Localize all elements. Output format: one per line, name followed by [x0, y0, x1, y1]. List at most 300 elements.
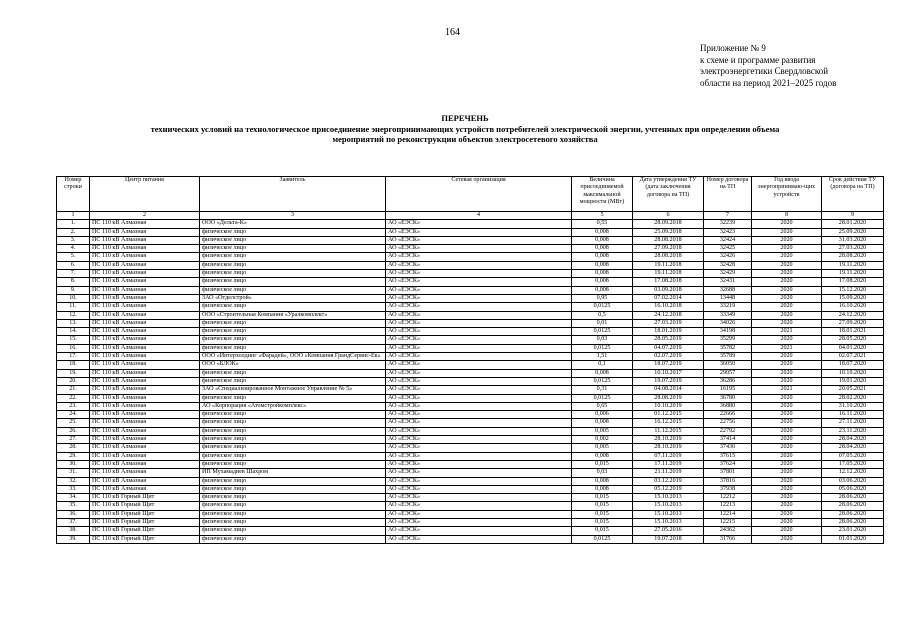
- column-number-row: [57, 212, 884, 220]
- table-cell: 15.10.2013: [633, 502, 704, 510]
- title-heading: ПЕРЕЧЕНЬ: [441, 113, 489, 123]
- table-cell: 9.: [57, 286, 90, 294]
- table-cell: физическое лицо: [200, 411, 386, 419]
- table-cell: 2020: [752, 261, 822, 269]
- table-cell: ПС 110 кВ Алмазная: [90, 452, 200, 460]
- table-cell: 2020: [752, 502, 822, 510]
- table-cell: 27.: [57, 436, 90, 444]
- table-cell: АО «ЕЭСК»: [386, 444, 572, 452]
- table-cell: 23.11.2020: [822, 427, 884, 435]
- table-row: [57, 510, 884, 518]
- table-cell: 0,03: [572, 469, 633, 477]
- table-cell: 32431: [704, 278, 752, 286]
- table-cell: 26.: [57, 427, 90, 435]
- appendix-line: области на период 2021–2025 годов: [700, 77, 837, 88]
- table-row: [57, 485, 884, 493]
- table-cell: 36.: [57, 510, 90, 518]
- table-cell: 0,0125: [572, 328, 633, 336]
- table-cell: 16.12.2015: [633, 419, 704, 427]
- table-cell: 28.04.2020: [822, 436, 884, 444]
- table-cell: 2020: [752, 460, 822, 468]
- table-cell: 02.07.2019: [633, 353, 704, 361]
- table-cell: 28.09.2018: [633, 220, 704, 228]
- table-cell: 30.: [57, 460, 90, 468]
- table-cell: 0,006: [572, 411, 633, 419]
- table-cell: 34198: [704, 328, 752, 336]
- table-cell: ПС 110 кВ Алмазная: [90, 485, 200, 493]
- table-cell: 32.: [57, 477, 90, 485]
- table-cell: 07.11.2019: [633, 452, 704, 460]
- column-number: 8: [752, 212, 822, 220]
- table-cell: АО «ЕЭСК»: [386, 502, 572, 510]
- table-cell: 32428: [704, 261, 752, 269]
- table-cell: АО «ЕЭСК»: [386, 361, 572, 369]
- table-cell: 29.: [57, 452, 90, 460]
- table-cell: 0,008: [572, 452, 633, 460]
- table-cell: АО «ЕЭСК»: [386, 369, 572, 377]
- table-cell: 16.10.2018: [633, 303, 704, 311]
- table-cell: ЗАО «Отделстрой»: [200, 294, 386, 302]
- table-cell: 11.: [57, 303, 90, 311]
- table-cell: физическое лицо: [200, 452, 386, 460]
- page-number: 164: [445, 27, 460, 38]
- table-cell: 2020: [752, 311, 822, 319]
- table-cell: АО «ЕЭСК»: [386, 518, 572, 526]
- table-cell: 0,008: [572, 245, 633, 253]
- table-cell: 04.07.2019: [633, 344, 704, 352]
- table-cell: 37624: [704, 460, 752, 468]
- table-cell: 36286: [704, 377, 752, 385]
- table-cell: АО «ЕЭСК»: [386, 510, 572, 518]
- table-cell: АО «ЕЭСК»: [386, 328, 572, 336]
- table-cell: ПС 110 кВ Алмазная: [90, 460, 200, 468]
- table-cell: 32429: [704, 270, 752, 278]
- table-cell: 12213: [704, 502, 752, 510]
- table-cell: ПС 110 кВ Алмазная: [90, 311, 200, 319]
- table-cell: физическое лицо: [200, 477, 386, 485]
- table-cell: АО «ЕЭСК»: [386, 270, 572, 278]
- table-cell: 19.07.2019: [633, 377, 704, 385]
- table-cell: 2020: [752, 220, 822, 228]
- table-cell: физическое лицо: [200, 394, 386, 402]
- table-cell: 28.08.2020: [822, 253, 884, 261]
- table-cell: ПС 110 кВ Алмазная: [90, 319, 200, 327]
- table-cell: АО «ЕЭСК»: [386, 353, 572, 361]
- table-cell: 35782: [704, 344, 752, 352]
- table-cell: АО «ЕЭСК»: [386, 494, 572, 502]
- table-cell: 19.: [57, 369, 90, 377]
- table-cell: 16.10.2020: [822, 303, 884, 311]
- table-cell: 35789: [704, 353, 752, 361]
- table-cell: АО «Корпорация «Атомстройкомплекс»: [200, 402, 386, 410]
- table-cell: 2020: [752, 319, 822, 327]
- table-cell: 02.07.2021: [822, 353, 884, 361]
- table-cell: 03.12.2019: [633, 477, 704, 485]
- table-row: [57, 377, 884, 385]
- table-cell: 28.06.2020: [822, 510, 884, 518]
- column-number: 1: [57, 212, 90, 220]
- table-cell: 0,015: [572, 527, 633, 535]
- table-cell: физическое лицо: [200, 328, 386, 336]
- table-cell: АО «ЕЭСК»: [386, 469, 572, 477]
- column-number: 6: [633, 212, 704, 220]
- table-cell: физическое лицо: [200, 336, 386, 344]
- table-cell: ПС 110 кВ Горный Щит: [90, 535, 200, 543]
- table-cell: 2020: [752, 270, 822, 278]
- table-row: [57, 444, 884, 452]
- table-cell: 16195: [704, 386, 752, 394]
- table-cell: ПС 110 кВ Алмазная: [90, 427, 200, 435]
- table-cell: физическое лицо: [200, 369, 386, 377]
- table-cell: физическое лицо: [200, 527, 386, 535]
- table-cell: 0,005: [572, 444, 633, 452]
- table-row: [57, 319, 884, 327]
- table-cell: 34.: [57, 494, 90, 502]
- table-cell: АО «ЕЭСК»: [386, 527, 572, 535]
- table-cell: АО «ЕЭСК»: [386, 485, 572, 493]
- table-cell: 28.10.2019: [633, 444, 704, 452]
- table-cell: 12.: [57, 311, 90, 319]
- table-cell: АО «ЕЭСК»: [386, 419, 572, 427]
- table-cell: 01.01.2020: [822, 535, 884, 543]
- table-row: [57, 518, 884, 526]
- table-cell: 37801: [704, 469, 752, 477]
- table-cell: 28.05.2020: [822, 336, 884, 344]
- table-cell: ПС 110 кВ Алмазная: [90, 270, 200, 278]
- table-row: [57, 402, 884, 410]
- table-cell: физическое лицо: [200, 377, 386, 385]
- table-cell: 19.07.2018: [633, 535, 704, 543]
- table-cell: 18.07.2019: [633, 361, 704, 369]
- table-cell: 25.09.2018: [633, 228, 704, 236]
- table-cell: ПС 110 кВ Алмазная: [90, 286, 200, 294]
- table-row: [57, 245, 884, 253]
- table-cell: 32425: [704, 245, 752, 253]
- table-cell: 35299: [704, 336, 752, 344]
- table-cell: 1.: [57, 220, 90, 228]
- table-row: [57, 220, 884, 228]
- column-header: Величина присоединяемой максимальной мощности (МВт): [572, 177, 633, 212]
- table-cell: 0,008: [572, 286, 633, 294]
- table-cell: 2020: [752, 510, 822, 518]
- table-cell: 2020: [752, 253, 822, 261]
- table-cell: ПС 110 кВ Алмазная: [90, 344, 200, 352]
- table-cell: 27.05.2016: [633, 527, 704, 535]
- table-cell: 19.11.2020: [822, 261, 884, 269]
- table-cell: ПС 110 кВ Алмазная: [90, 361, 200, 369]
- table-cell: 15.10.2013: [633, 494, 704, 502]
- table-cell: 2020: [752, 236, 822, 244]
- table-cell: 27.03.2020: [822, 245, 884, 253]
- table-cell: 2020: [752, 369, 822, 377]
- table-row: [57, 311, 884, 319]
- table-cell: 17.08.2018: [633, 278, 704, 286]
- table-row: [57, 286, 884, 294]
- table-cell: 27.09.2018: [633, 245, 704, 253]
- table-cell: 2020: [752, 527, 822, 535]
- table-cell: ПС 110 кВ Алмазная: [90, 253, 200, 261]
- table-cell: 10.10.2020: [822, 369, 884, 377]
- table-cell: 2021: [752, 344, 822, 352]
- table-cell: физическое лицо: [200, 419, 386, 427]
- table-cell: ПС 110 кВ Алмазная: [90, 386, 200, 394]
- table-row: [57, 294, 884, 302]
- table-cell: 18.01.2019: [633, 328, 704, 336]
- table-cell: АО «ЕЭСК»: [386, 477, 572, 485]
- table-cell: 17.11.2019: [633, 460, 704, 468]
- column-header: Заявитель: [200, 177, 386, 212]
- table-cell: АО «ЕЭСК»: [386, 220, 572, 228]
- table-cell: 0,015: [572, 460, 633, 468]
- table-cell: АО «ЕЭСК»: [386, 535, 572, 543]
- table-cell: 17.05.2020: [822, 460, 884, 468]
- table-cell: 13.: [57, 319, 90, 327]
- table-row: [57, 270, 884, 278]
- table-cell: 28.06.2020: [822, 518, 884, 526]
- table-cell: ПС 110 кВ Горный Щит: [90, 518, 200, 526]
- table-cell: ПС 110 кВ Алмазная: [90, 411, 200, 419]
- table-cell: 05.06.2020: [822, 485, 884, 493]
- table-cell: ПС 110 кВ Алмазная: [90, 303, 200, 311]
- table-row: [57, 369, 884, 377]
- table-cell: 03.06.2020: [822, 477, 884, 485]
- table-cell: 2020: [752, 452, 822, 460]
- table-row: [57, 427, 884, 435]
- table-cell: ПС 110 кВ Алмазная: [90, 394, 200, 402]
- table-cell: 5.: [57, 253, 90, 261]
- table-cell: 15.: [57, 336, 90, 344]
- table-row: [57, 361, 884, 369]
- table-cell: 34026: [704, 319, 752, 327]
- table-cell: 28.02.2020: [822, 394, 884, 402]
- table-cell: АО «ЕЭСК»: [386, 286, 572, 294]
- table-cell: 3.: [57, 236, 90, 244]
- table-cell: ПС 110 кВ Алмазная: [90, 444, 200, 452]
- column-header: Срок действия ТУ (договора на ТП): [822, 177, 884, 212]
- table-cell: 28.06.2020: [822, 494, 884, 502]
- table-cell: 27.09.2020: [822, 319, 884, 327]
- table-cell: 2020: [752, 419, 822, 427]
- table-cell: 28.: [57, 444, 90, 452]
- table-cell: 28.08.2019: [633, 394, 704, 402]
- table-cell: физическое лицо: [200, 253, 386, 261]
- table-cell: 0,0125: [572, 377, 633, 385]
- table-row: [57, 344, 884, 352]
- table-cell: физическое лицо: [200, 444, 386, 452]
- table-cell: физическое лицо: [200, 535, 386, 543]
- table-cell: 0,008: [572, 228, 633, 236]
- table-cell: ПС 110 кВ Алмазная: [90, 294, 200, 302]
- table-row: [57, 253, 884, 261]
- column-header: Центр питания: [90, 177, 200, 212]
- table-cell: 22792: [704, 427, 752, 435]
- table-cell: 0,008: [572, 485, 633, 493]
- table-row: [57, 228, 884, 236]
- column-number: 5: [572, 212, 633, 220]
- table-cell: 31766: [704, 535, 752, 543]
- table-cell: 24362: [704, 527, 752, 535]
- table-cell: 1,51: [572, 353, 633, 361]
- table-cell: 0,008: [572, 278, 633, 286]
- table-cell: 37615: [704, 452, 752, 460]
- table-cell: 28.08.2018: [633, 253, 704, 261]
- table-cell: АО «ЕЭСК»: [386, 460, 572, 468]
- table-row: [57, 502, 884, 510]
- table-cell: ПС 110 кВ Алмазная: [90, 336, 200, 344]
- table-cell: 21.11.2019: [633, 469, 704, 477]
- table-cell: 2020: [752, 278, 822, 286]
- table-cell: 2020: [752, 228, 822, 236]
- table-cell: 15.09.2020: [822, 294, 884, 302]
- table-cell: 21.: [57, 386, 90, 394]
- table-cell: 2020: [752, 303, 822, 311]
- table-cell: АО «ЕЭСК»: [386, 377, 572, 385]
- table-cell: 2020: [752, 245, 822, 253]
- table-cell: 0,015: [572, 510, 633, 518]
- table-row: [57, 419, 884, 427]
- table-cell: 22666: [704, 411, 752, 419]
- table-cell: ПС 110 кВ Алмазная: [90, 477, 200, 485]
- table-cell: 24.12.2020: [822, 311, 884, 319]
- table-cell: АО «ЕЭСК»: [386, 436, 572, 444]
- table-cell: ПС 110 кВ Алмазная: [90, 369, 200, 377]
- table-cell: 22.: [57, 394, 90, 402]
- table-row: [57, 527, 884, 535]
- table-cell: 0,005: [572, 427, 633, 435]
- table-cell: 13448: [704, 294, 752, 302]
- table-cell: АО «ЕЭСК»: [386, 245, 572, 253]
- table-cell: 12212: [704, 494, 752, 502]
- table-cell: 38.: [57, 527, 90, 535]
- table-cell: 31.10.2020: [822, 402, 884, 410]
- table-cell: 20.: [57, 377, 90, 385]
- table-cell: АО «ЕЭСК»: [386, 427, 572, 435]
- table-cell: АО «ЕЭСК»: [386, 253, 572, 261]
- table-cell: ООО «Дельта-К»: [200, 220, 386, 228]
- appendix-line: электроэнергетики Свердловской: [700, 66, 829, 76]
- column-header: Год ввода энергопринимаю-щих устройств: [752, 177, 822, 212]
- table-cell: АО «ЕЭСК»: [386, 452, 572, 460]
- table-cell: 32688: [704, 286, 752, 294]
- table-cell: 35.: [57, 502, 90, 510]
- table-cell: 32426: [704, 253, 752, 261]
- table-cell: 37.: [57, 518, 90, 526]
- table-cell: физическое лицо: [200, 303, 386, 311]
- table-cell: АО «ЕЭСК»: [386, 278, 572, 286]
- table-row: [57, 261, 884, 269]
- table-cell: 0,55: [572, 220, 633, 228]
- table-cell: АО «ЕЭСК»: [386, 311, 572, 319]
- column-header: Номер договора на ТП: [704, 177, 752, 212]
- table-cell: 19.11.2020: [822, 270, 884, 278]
- table-cell: АО «ЕЭСК»: [386, 336, 572, 344]
- table-cell: 01.12.2015: [633, 411, 704, 419]
- table-cell: 8.: [57, 278, 90, 286]
- table-cell: ПС 110 кВ Горный Щит: [90, 510, 200, 518]
- table-cell: физическое лицо: [200, 460, 386, 468]
- table-cell: 4.: [57, 245, 90, 253]
- table-cell: 32239: [704, 220, 752, 228]
- appendix-note: [700, 43, 836, 89]
- table-cell: ПС 110 кВ Алмазная: [90, 261, 200, 269]
- table-row: [57, 236, 884, 244]
- table-cell: 19.11.2018: [633, 261, 704, 269]
- table-cell: 11.12.2015: [633, 427, 704, 435]
- table-row: [57, 336, 884, 344]
- table-cell: 0,015: [572, 518, 633, 526]
- table-cell: ПС 110 кВ Алмазная: [90, 469, 200, 477]
- table-cell: АО «ЕЭСК»: [386, 294, 572, 302]
- table-cell: 0,03: [572, 336, 633, 344]
- table-row: [57, 469, 884, 477]
- table-cell: АО «ЕЭСК»: [386, 261, 572, 269]
- table-cell: 2020: [752, 436, 822, 444]
- table-cell: 2020: [752, 469, 822, 477]
- table-cell: ООО «Интерхолдинг «Фарадей», ООО «Компания ГрандСервис-Ек»: [200, 353, 386, 361]
- table-cell: физическое лицо: [200, 278, 386, 286]
- table-row: [57, 394, 884, 402]
- table-cell: физическое лицо: [200, 502, 386, 510]
- table-cell: 18.: [57, 361, 90, 369]
- table-cell: 33219: [704, 303, 752, 311]
- table-cell: 15.10.2013: [633, 510, 704, 518]
- appendix-line: к схеме и программе развития: [700, 54, 816, 65]
- table-cell: 2020: [752, 535, 822, 543]
- table-cell: ПС 110 кВ Алмазная: [90, 220, 200, 228]
- table-cell: 31.: [57, 469, 90, 477]
- table-cell: 16.11.2020: [822, 411, 884, 419]
- table-cell: 2020: [752, 377, 822, 385]
- table-cell: 0,0125: [572, 303, 633, 311]
- column-number: 4: [386, 212, 572, 220]
- table-cell: 19.01.2020: [822, 377, 884, 385]
- table-cell: физическое лицо: [200, 485, 386, 493]
- table-cell: 2020: [752, 411, 822, 419]
- table-cell: 23.: [57, 402, 90, 410]
- table-cell: 2020: [752, 353, 822, 361]
- table-cell: 0,31: [572, 386, 633, 394]
- table-cell: 0,0125: [572, 535, 633, 543]
- table-row: [57, 460, 884, 468]
- table-row: [57, 477, 884, 485]
- table-cell: 15.12.2020: [822, 286, 884, 294]
- table-row: [57, 494, 884, 502]
- table-cell: 15.10.2013: [633, 518, 704, 526]
- table-cell: 37430: [704, 444, 752, 452]
- table-row: [57, 436, 884, 444]
- table-cell: 28.06.2020: [822, 502, 884, 510]
- table-cell: ООО «БЛОК»: [200, 361, 386, 369]
- title-line: технических условий на технологическое присоединение энергопринимающих устройств потребителей электрической энергии, учтенных при определении объема: [150, 123, 780, 134]
- table-cell: физическое лицо: [200, 261, 386, 269]
- table-cell: ПС 110 кВ Горный Щит: [90, 494, 200, 502]
- table-cell: 24.12.2018: [633, 311, 704, 319]
- table-cell: 2020: [752, 477, 822, 485]
- table-cell: 20.05.2021: [822, 386, 884, 394]
- table-cell: ИП Мухамадиев Шахром: [200, 469, 386, 477]
- table-cell: 17.08.2020: [822, 278, 884, 286]
- table-cell: физическое лицо: [200, 436, 386, 444]
- table-cell: 37816: [704, 477, 752, 485]
- table-cell: ПС 110 кВ Алмазная: [90, 245, 200, 253]
- table-cell: ПС 110 кВ Алмазная: [90, 419, 200, 427]
- table-cell: 18.07.2020: [822, 361, 884, 369]
- table-cell: 12.12.2020: [822, 469, 884, 477]
- table-cell: 0,0125: [572, 344, 633, 352]
- table-cell: 14.: [57, 328, 90, 336]
- table-cell: 37414: [704, 436, 752, 444]
- table-row: [57, 452, 884, 460]
